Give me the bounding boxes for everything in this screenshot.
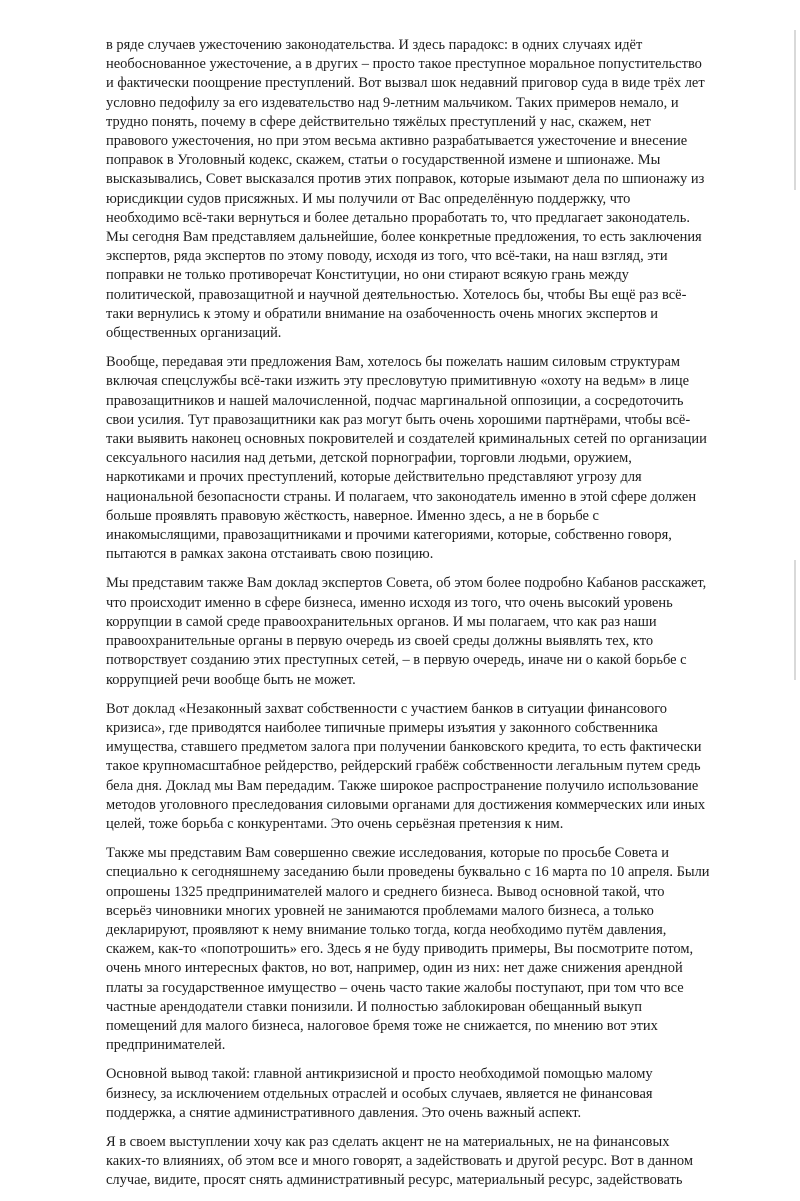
- text-line: национальной безопасности страны. И полагаем, что законодатель именно в этой сфере должен: [106, 488, 697, 505]
- text-line: экспертов, ряда экспертов по этому поводу, исходя из того, что всё-таки, на наш взгляд, эти: [106, 248, 668, 265]
- text-line: таки вернулись к этому и обратили внимание на озабоченность очень многих экспертов и: [106, 305, 658, 322]
- paragraph-4: [106, 700, 718, 834]
- text-line: декларируют, проявляют к нему внимание только тогда, когда необходимо путём давления,: [106, 921, 667, 938]
- text-line: опрошены 1325 предпринимателей малого и среднего бизнеса. Вывод основной такой, что: [106, 883, 665, 900]
- text-line: целей, тоже борьба с конкурентами. Это очень серьёзная претензия к ним.: [106, 815, 564, 832]
- text-line: свои усилия. Тут правозащитники как раз могут быть очень хорошими партнёрами, чтобы всё-: [106, 411, 691, 428]
- text-line: случае, видите, просят снять административный ресурс, материальный ресурс, задействовать: [106, 1172, 683, 1189]
- text-line: необходимо всё-таки вернуться и более детально проработать то, что предлагает законодатель.: [106, 209, 690, 226]
- text-line: бела дня. Доклад мы Вам передадим. Также широкое распространение получило использование: [106, 777, 699, 794]
- text-line: сексуального насилия над детьми, детской порнографии, торговли людьми, оружием,: [106, 450, 632, 467]
- text-line: поддержка, а снятие административного давления. Это очень важный аспект.: [106, 1104, 582, 1121]
- text-line: наркотиками и прочих преступлений, которые действительно представляют угрозу для: [106, 469, 642, 486]
- text-line: кризиса», где приводятся наиболее типичные примеры изъятия у законного собственника: [106, 719, 658, 736]
- text-line: трудно понять, почему в сфере действительно тяжёлых преступлений у нас, скажем, нет: [106, 113, 651, 130]
- text-line: поправки не только противоречат Конституции, но они стирают всякую грань между: [106, 267, 629, 284]
- text-line: больше проявлять правовую жёсткость, наверное. Именно здесь, а не в борьбе с: [106, 507, 599, 524]
- text-line: Также мы представим Вам совершенно свежие исследования, которые по просьбе Совета и: [106, 845, 669, 862]
- text-line: предпринимателей.: [106, 1037, 226, 1054]
- text-line: что происходит именно в сфере бизнеса, именно исходя из того, что очень высокий уровень: [106, 594, 673, 611]
- text-line: бизнесу, за исключением отдельных отраслей и особых случаев, является не финансовая: [106, 1085, 653, 1102]
- text-line: необоснованное ужесточение, а в других – просто такое преступное моральное попустительство: [106, 56, 702, 73]
- text-line: правоохранительные органы в первую очередь из своей среды должны выявлять тех, кто: [106, 633, 654, 650]
- text-line: юрисдикции судов присяжных. И мы получили от Вас определённую поддержку, что: [106, 190, 631, 207]
- text-line: Вот доклад «Незаконный захват собственности с участием банков в ситуации финансового: [106, 700, 667, 717]
- text-line: Я в своем выступлении хочу как раз сделать акцент не на материальных, не на финансовых: [106, 1133, 670, 1150]
- text-line: всерьёз чиновники многих уровней не занимаются проблемами малого бизнеса, а только: [106, 902, 654, 919]
- text-line: и фактически поощрение преступлений. Вот вызвал шок недавний приговор суда в виде трёх лет: [106, 75, 705, 92]
- scan-edge-mark: [794, 560, 796, 680]
- paragraph-2: [106, 353, 718, 564]
- text-line: методов уголовного преследования силовыми органами для достижения коммерческих или иных: [106, 796, 706, 813]
- text-line: Мы представим также Вам доклад экспертов Совета, об этом более подробно Кабанов расскажет,: [106, 575, 707, 592]
- text-line: Мы сегодня Вам представляем дальнейшие, более конкретные предложения, то есть заключения: [106, 229, 702, 246]
- text-line: частные арендодатели ставки понизили. И полностью заблокирован обещанный выкуп: [106, 998, 642, 1015]
- text-line: включая спецслужбы всё-таки изжить эту пресловутую примитивную «охоту на ведьм» в лице: [106, 373, 690, 390]
- text-line: инакомыслящими, правозащитниками и прочими категориями, которые, собственно говоря,: [106, 527, 672, 544]
- paragraph-7: [106, 1133, 718, 1191]
- text-line: очень много интересных фактов, но вот, например, один из них: нет даже снижения арендной: [106, 960, 683, 977]
- text-line: каких-то влияниях, об этом все и много говорят, а задействовать и другой ресурс. Вот в данном: [106, 1153, 694, 1170]
- paragraph-5: [106, 844, 718, 1055]
- document-page: [106, 36, 718, 1201]
- text-line: высказывались, Совет высказался против этих поправок, которые изымают дела по шпионажу из: [106, 171, 705, 188]
- scan-edge-mark: [794, 30, 796, 190]
- text-line: в ряде случаев ужесточению законодательства. И здесь парадокс: в одних случаях идёт: [106, 37, 643, 53]
- text-line: коррупцией речи вообще быть не может.: [106, 671, 356, 688]
- paragraph-3: [106, 574, 718, 689]
- text-line: правового ужесточения, но при этом весьма активно разрабатывается ужесточение и внесение: [106, 133, 688, 150]
- text-line: платы за государственное имущество – очень часто такие жалобы поступают, при том что все: [106, 979, 684, 996]
- text-line: потворствует созданию этих преступных сетей, – в первую очередь, иначе ни о какой борьбе с: [106, 652, 687, 669]
- text-line: общественных организаций.: [106, 325, 282, 342]
- text-line: условно педофилу за его издевательство над 9-летним мальчиком. Таких примеров немало, и: [106, 94, 679, 111]
- text-line: такое крупномасштабное рейдерство, рейдерский грабёж собственности легальным путем средь: [106, 758, 701, 775]
- text-line: политической, правозащитной и научной деятельностью. Хотелось бы, чтобы Вы ещё раз всё-: [106, 286, 687, 303]
- paragraph-6: [106, 1065, 718, 1123]
- text-line: Вообще, передавая эти предложения Вам, хотелось бы пожелать нашим силовым структурам: [106, 354, 681, 371]
- text-line: имущества, ставшего предметом залога при получении банковского кредита, то есть фактически: [106, 739, 702, 756]
- text-line: скажем, как-то «попотрошить» его. Здесь я не буду приводить примеры, Вы посмотрите потом,: [106, 941, 694, 958]
- text-line: помещений для малого бизнеса, налоговое бремя тоже не снижается, по мнению вот этих: [106, 1017, 658, 1034]
- text-line: пытаются в рамках закона отстаивать свою позицию.: [106, 546, 434, 563]
- text-line: таки выявить наконец основных покровителей и создателей криминальных сетей по организации: [106, 431, 707, 448]
- paragraph-1: [106, 36, 718, 343]
- text-line: поправок в Уголовный кодекс, скажем, статьи о государственной измене и шпионаже. Мы: [106, 152, 661, 169]
- text-line: правозащитников и нашей малочисленной, подчас маргинальной оппозиции, а сосредоточить: [106, 392, 684, 409]
- text-line: коррупции в самой среде правоохранительных органов. И мы полагаем, что как раз наши: [106, 613, 657, 630]
- text-line: специально к сегодняшнему заседанию были проведены буквально с 16 марта по 10 апреля. Были: [106, 864, 710, 881]
- text-line: Основной вывод такой: главной антикризисной и просто необходимой помощью малому: [106, 1066, 653, 1083]
